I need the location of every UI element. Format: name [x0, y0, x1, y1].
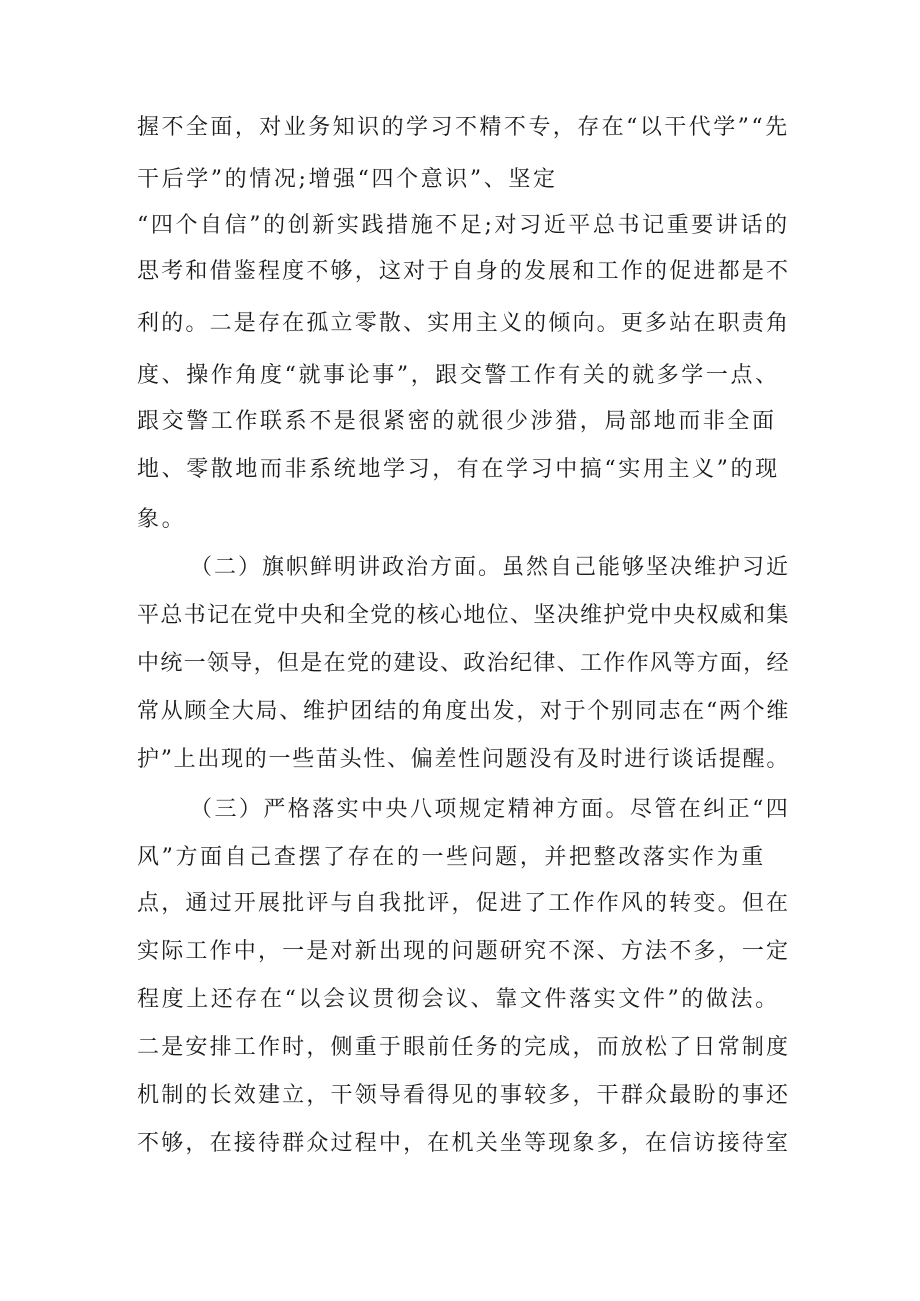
text-line-21: 机制的长效建立，干领导看得见的事较多，干群众最盼的事还 — [137, 1083, 791, 1108]
text-line-9: 象。 — [137, 507, 187, 532]
text-line-16: 风”方面自己查摆了存在的一些问题，并把整改落实作为重 — [137, 845, 766, 870]
section-3-heading-line: （三）严格落实中央八项规定精神方面。尽管在纠正“四 — [190, 797, 791, 822]
text-line-19: 程度上还存在“以会议贯彻会议、靠文件落实文件”的做法。 — [137, 987, 780, 1012]
text-line-3: “四个自信”的创新实践措施不足;对习近平总书记重要讲话的 — [137, 213, 790, 238]
text-line-1: 握不全面，对业务知识的学习不精不专，存在“以干代学”“先 — [137, 115, 790, 140]
text-line-14: 护”上出现的一些苗头性、偏差性问题没有及时进行谈话提醒。 — [137, 747, 791, 772]
text-line-8: 地、零散地而非系统地学习，有在学习中搞“实用主义”的现 — [137, 457, 780, 482]
text-line-12: 中统一领导，但是在党的建设、政治纪律、工作作风等方面，经 — [137, 651, 790, 676]
text-line-18: 实际工作中，一是对新出现的问题研究不深、方法不多，一定 — [137, 939, 791, 964]
text-line-4: 思考和借鉴程度不够，这对于自身的发展和工作的促进都是不 — [137, 259, 791, 284]
text-line-5: 利的。二是存在孤立零散、实用主义的倾向。更多站在职责角 — [137, 311, 791, 336]
text-line-13: 常从顾全大局、维护团结的角度出发，对于个别同志在“两个维 — [137, 699, 791, 724]
text-line-11: 平总书记在党中央和全党的核心地位、坚决维护党中央权威和集 — [137, 603, 790, 628]
text-line-6: 度、操作角度“就事论事”，跟交警工作有关的就多学一点、 — [137, 363, 780, 388]
text-line-22: 不够，在接待群众过程中，在机关坐等现象多，在信访接待室 — [137, 1131, 791, 1156]
text-line-20: 二是安排工作时，侧重于眼前任务的完成，而放松了日常制度 — [137, 1035, 791, 1060]
text-line-2: 干后学”的情况;增强“四个意识”、坚定 — [137, 167, 558, 192]
section-2-heading-line: （二）旗帜鲜明讲政治方面。虽然自己能够坚决维护习近 — [190, 555, 791, 580]
text-line-17: 点，通过开展批评与自我批评，促进了工作作风的转变。但在 — [137, 891, 791, 916]
text-line-7: 跟交警工作联系不是很紧密的就很少涉猎，局部地而非全面 — [137, 409, 777, 434]
